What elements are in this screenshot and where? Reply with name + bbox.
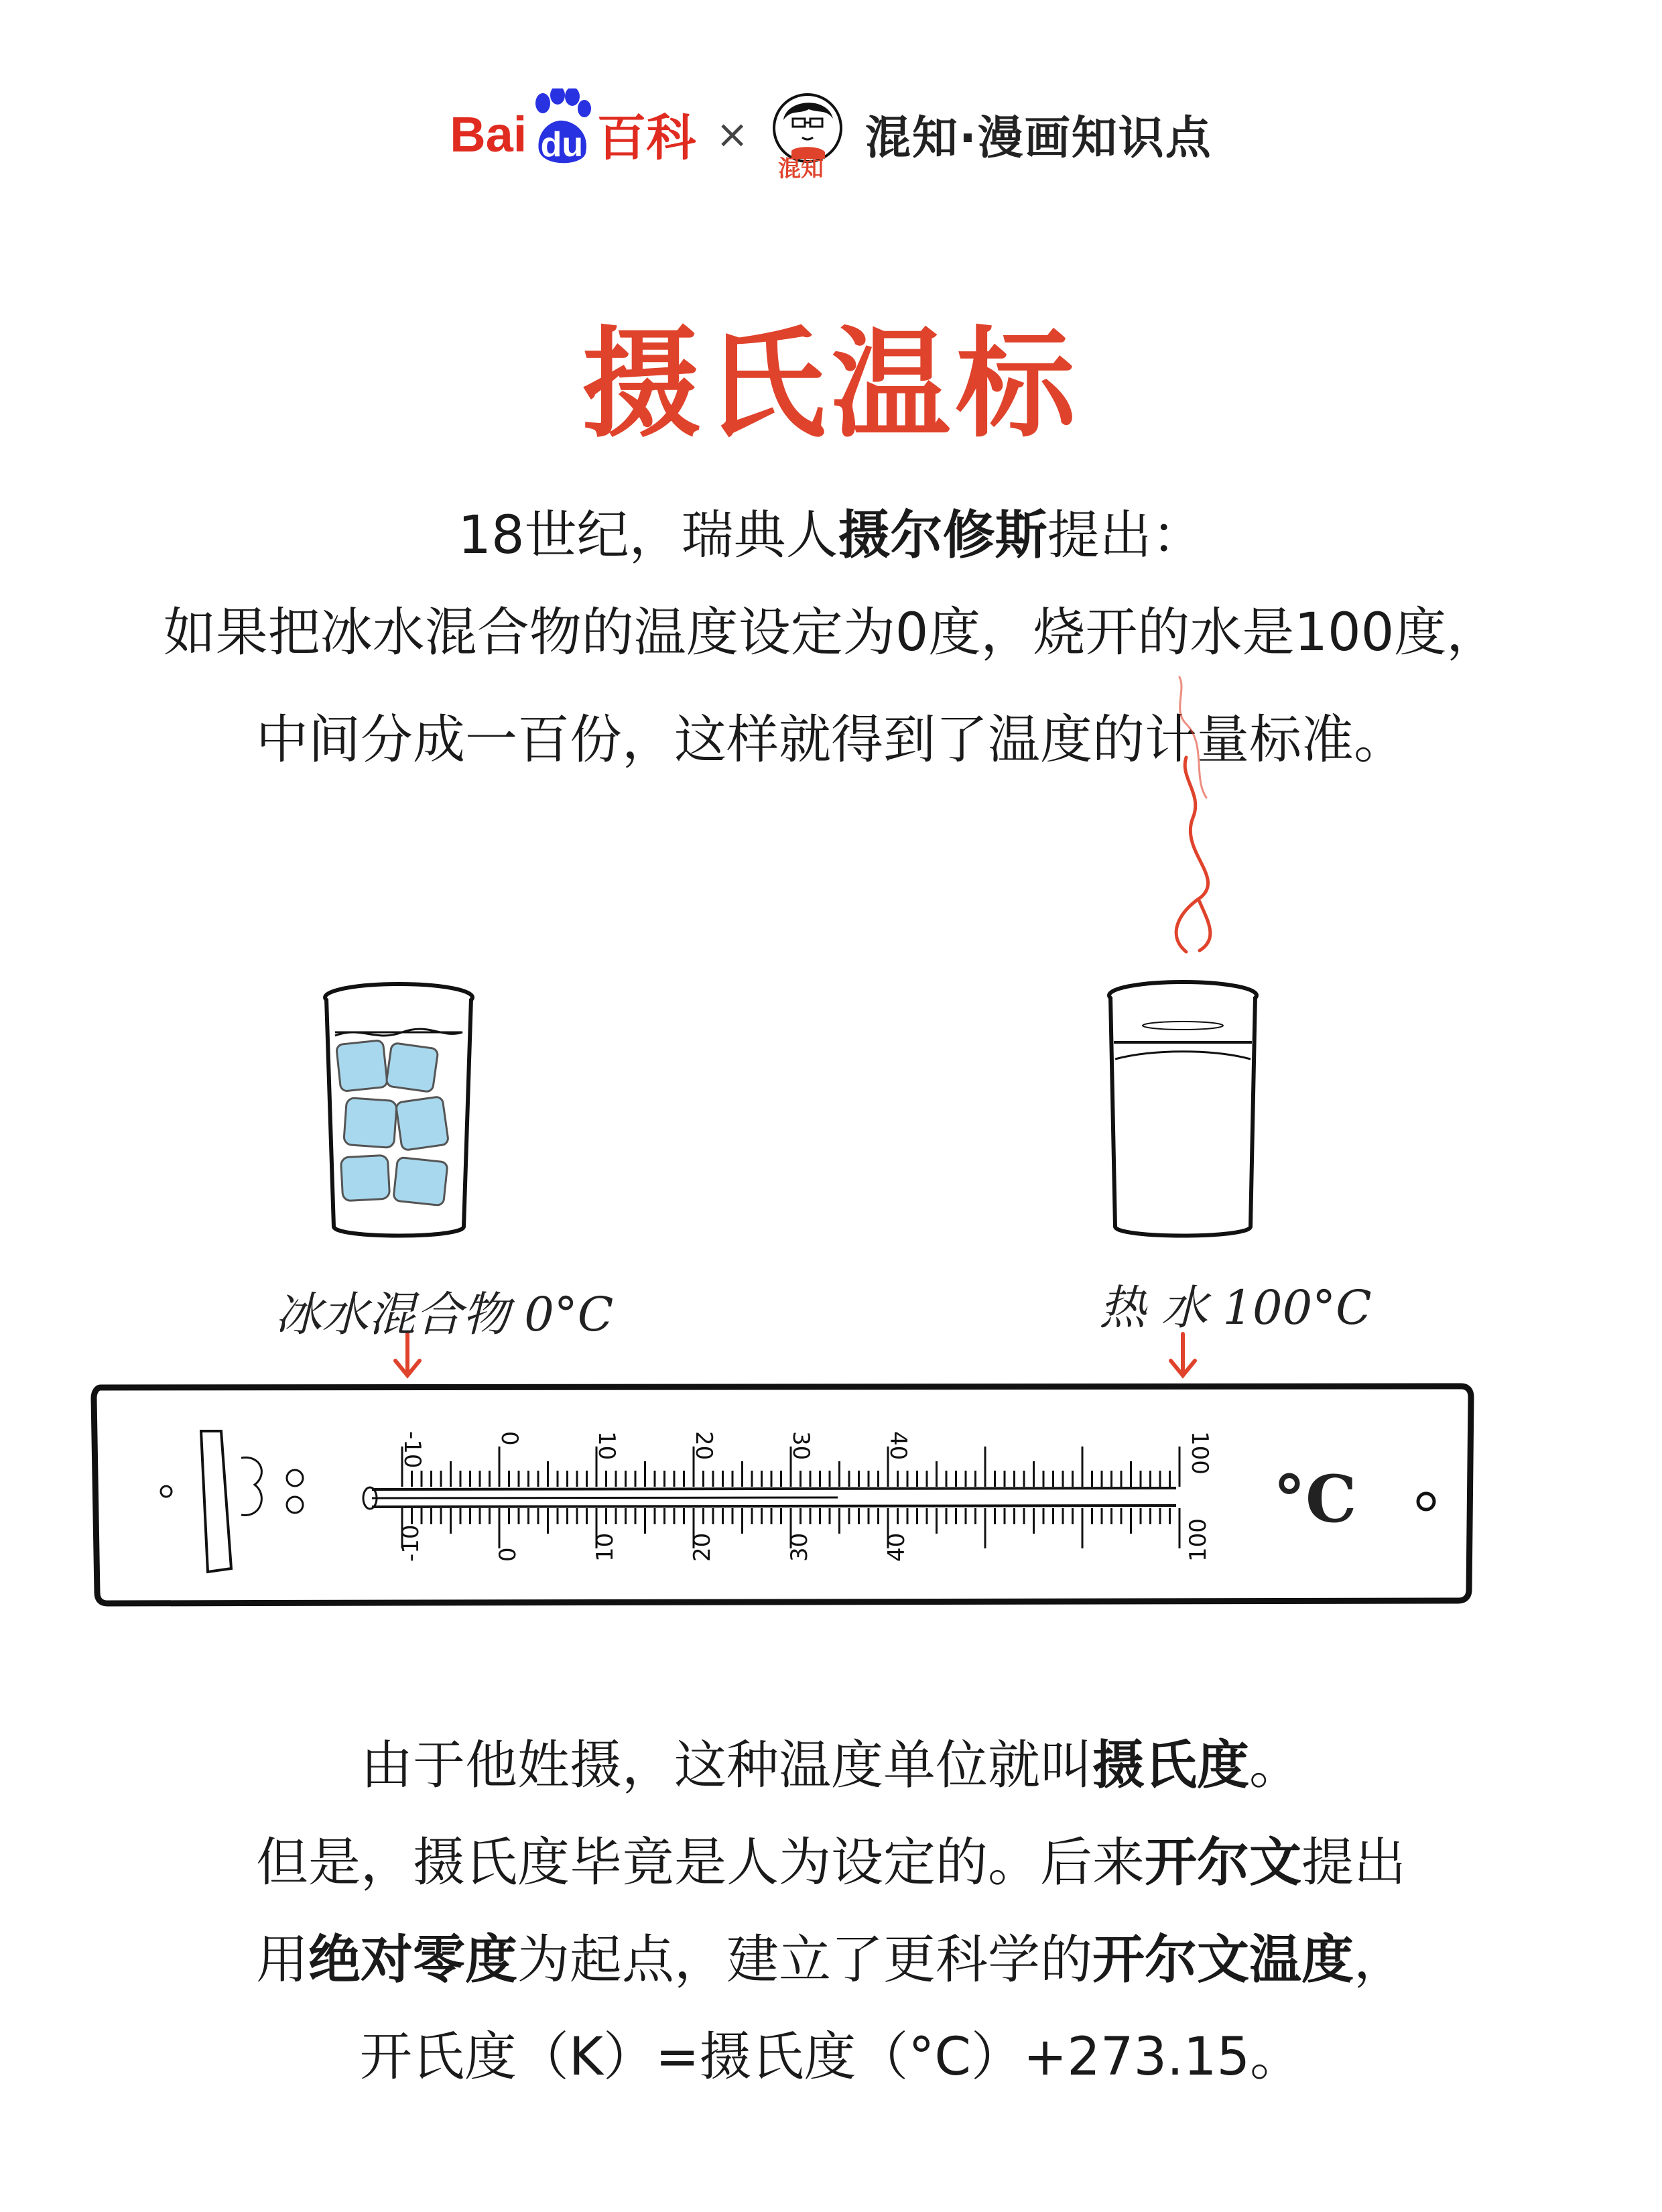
ice-water-glass-icon (325, 984, 472, 1236)
celsius-unit-label: °C (1273, 1461, 1357, 1537)
hot-water-label: 热 水 100°C (1099, 1280, 1372, 1335)
thermometer-board (94, 1386, 1471, 1603)
scale-tick-label: 10 (592, 1532, 619, 1562)
page-title: 摄氏温标 (582, 315, 1080, 454)
brand-name: 混知·漫画知识点 (865, 111, 1212, 165)
scale-tick-label: 40 (885, 1431, 911, 1461)
outro-line-1 (0, 1735, 1662, 1796)
baidu-logo-baike: 百科 (596, 110, 696, 166)
outro-line-2-post: 提出 (1301, 1833, 1407, 1893)
steam-icon (1176, 677, 1210, 952)
outro-line-1-post: 。 (1249, 1735, 1302, 1796)
kelvin-temperature-term: 开尔文温度 (1092, 1930, 1354, 1990)
intro-line-3: 中间分成一百份，这样就得到了温度的计量标准。 (255, 710, 1406, 770)
outro-line-1-pre: 由于他姓摄，这种温度单位就叫 (360, 1735, 1092, 1796)
intro-line-1-pre: 18世纪，瑞典人 (458, 505, 838, 566)
scale-tick-label: 100 (1186, 1431, 1213, 1475)
scale-tick-label: 100 (1185, 1518, 1212, 1562)
scale-tick-label: -10 (399, 1431, 426, 1469)
ice-water-label: 冰水混合物 0°C (275, 1287, 614, 1342)
absolute-zero-term: 绝对零度 (308, 1930, 517, 1990)
scale-tick-label: 30 (787, 1431, 814, 1461)
baidu-logo-bai: Bai (450, 106, 527, 162)
outro-line-3 (0, 1930, 1662, 1990)
scale-tick-label: 0 (496, 1431, 523, 1446)
kelvin-name: 开尔文 (1144, 1833, 1301, 1893)
scale-tick-label: 20 (690, 1431, 717, 1461)
scale-tick-label: 0 (495, 1547, 521, 1562)
outro-line-3-pre: 用 (255, 1930, 308, 1990)
outro-line-3-mid: 为起点，建立了更科学的 (517, 1930, 1092, 1990)
intro-line-2: 如果把冰水混合物的温度设定为0度，烧开的水是100度， (163, 603, 1499, 663)
cross-separator: × (716, 111, 749, 157)
scale-tick-label: 20 (689, 1532, 716, 1562)
hunzhi-logo-text: 混知 (777, 156, 824, 182)
outro-line-2 (0, 1833, 1662, 1893)
scale-tick-label: -10 (397, 1524, 424, 1562)
scale-tick-label: 10 (593, 1431, 620, 1461)
outro-line-2-pre: 但是，摄氏度毕竟是人为设定的。后来 (255, 1833, 1145, 1893)
celsius-degree-term: 摄氏度 (1092, 1735, 1249, 1796)
baidu-logo-du: du (540, 125, 584, 164)
outro-line-4: 开氏度（K）=摄氏度（°C）+273.15。 (359, 2027, 1303, 2087)
celsius-name: 摄尔修斯 (838, 505, 1047, 566)
scale-tick-label: 30 (786, 1532, 813, 1562)
hot-water-glass-icon (1109, 982, 1257, 1236)
intro-line-1-post: 提出： (1047, 505, 1204, 566)
outro-line-3-post: ， (1354, 1930, 1407, 1990)
scale-tick-label: 40 (883, 1532, 910, 1562)
